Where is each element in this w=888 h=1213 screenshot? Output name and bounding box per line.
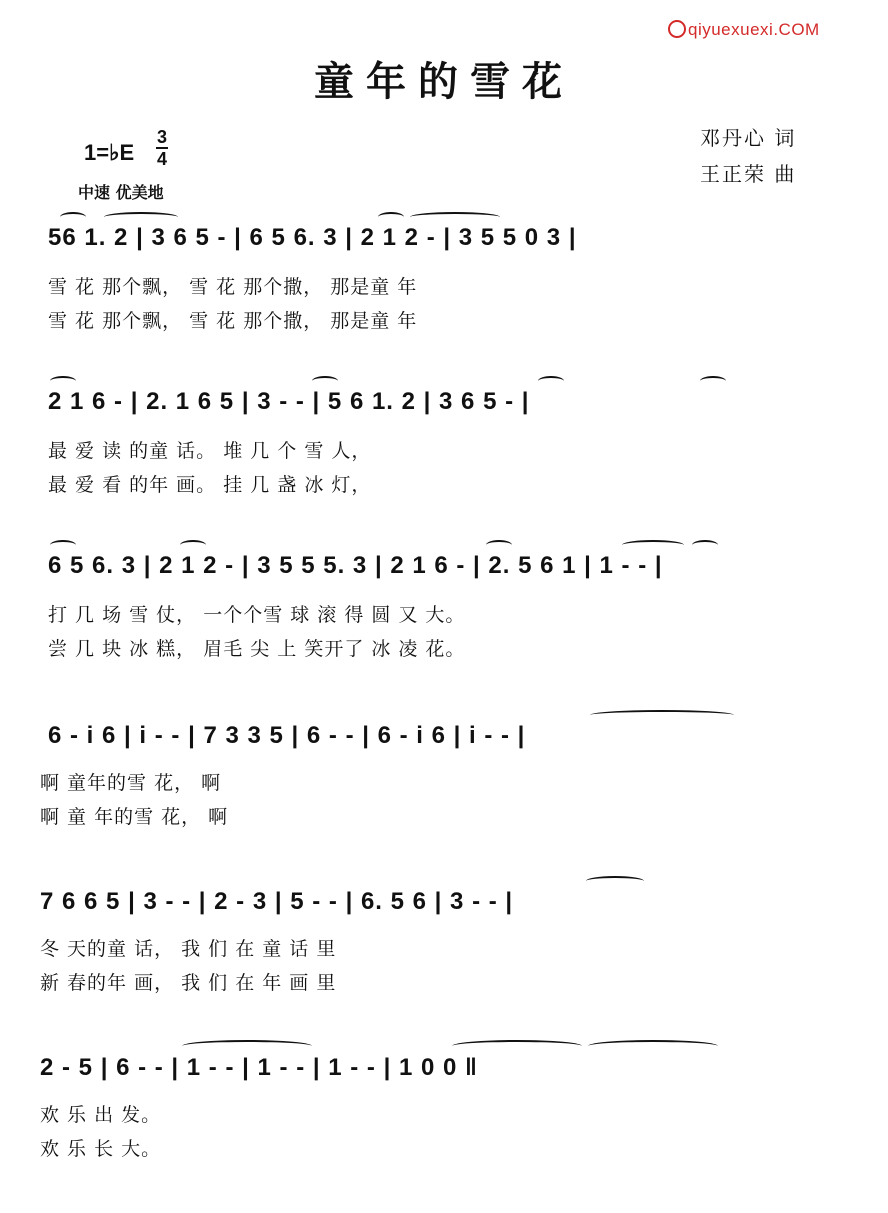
lyric-verse-2: 雪 花 那个飘， 雪 花 那个撒， 那是童 年 [48, 310, 418, 332]
slur-mark [486, 540, 512, 550]
lyric-verse-2: 欢 乐 长 大。 [40, 1138, 162, 1160]
slur-mark [378, 212, 404, 222]
time-signature: 3 4 [156, 127, 167, 169]
lyric-verse-2: 最 爱 看 的年 画。 挂 几 盏 冰 灯， [48, 474, 372, 496]
tempo-marking: 中速 优美地 [78, 183, 164, 202]
slur-mark [50, 540, 76, 550]
lyricist: 邓丹心 词 [700, 126, 797, 150]
watermark: qiyuexuexi.COM [668, 20, 820, 40]
lyric-verse-1: 欢 乐 出 发。 [40, 1104, 162, 1126]
notation-line: 7 6 6 5 | 3 - - | 2 - 3 | 5 - - | 6. 5 6 | 3 - - | [40, 888, 514, 915]
slur-mark [182, 1040, 312, 1052]
notation-line: 2 - 5 | 6 - - | 1 - - | 1 - - | 1 - - | 1 0 0 ‖ [40, 1054, 478, 1081]
lyric-verse-1: 啊 童年的雪 花， 啊 [40, 772, 222, 794]
notation-line: 2 1 6 - | 2. 1 6 5 | 3 - - | 5 6 1. 2 | 3 6 5 - | [48, 388, 530, 415]
slur-mark [538, 376, 564, 386]
slur-mark [588, 1040, 718, 1052]
slur-mark [452, 1040, 582, 1052]
slur-mark [410, 212, 500, 222]
slur-mark [180, 540, 206, 550]
lyric-verse-1: 最 爱 读 的童 话。 堆 几 个 雪 人， [48, 440, 372, 462]
lyric-verse-1: 打 几 场 雪 仗， 一个个雪 球 滚 得 圆 又 大。 [48, 604, 466, 626]
slur-mark [104, 212, 178, 222]
lyric-verse-1: 雪 花 那个飘， 雪 花 那个撒， 那是童 年 [48, 276, 418, 298]
slur-mark [622, 540, 684, 550]
notation-line: 6 5 6. 3 | 2 1 2 - | 3 5 5 5. 3 | 2 1 6 - | 2. 5 6 1 | 1 - - | [48, 552, 663, 579]
lyric-verse-2: 尝 几 块 冰 糕， 眉毛 尖 上 笑开了 冰 凌 花。 [48, 638, 466, 660]
key-signature: 1=♭E [84, 140, 135, 165]
slur-mark [692, 540, 718, 550]
song-title: 童年的雪花 [314, 58, 574, 105]
lyric-verse-2: 啊 童 年的雪 花， 啊 [40, 806, 229, 828]
slur-mark [60, 212, 86, 222]
lyric-verse-1: 冬 天的童 话， 我 们 在 童 话 里 [40, 938, 337, 960]
notation-line: 56 1. 2 | 3 6 5 - | 6 5 6. 3 | 2 1 2 - | 3 5 5 0 3 | [48, 224, 577, 251]
slur-mark [700, 376, 726, 386]
composer: 王正荣 曲 [700, 162, 797, 186]
slur-mark [312, 376, 338, 386]
slur-mark [586, 876, 644, 886]
slur-mark [50, 376, 76, 386]
lyric-verse-2: 新 春的年 画， 我 们 在 年 画 里 [40, 972, 337, 994]
q-logo-icon [668, 20, 686, 38]
notation-line: 6 - i 6 | i - - | 7 3 3 5 | 6 - - | 6 - i 6 | i - - | [48, 722, 526, 749]
slur-mark [590, 710, 734, 720]
